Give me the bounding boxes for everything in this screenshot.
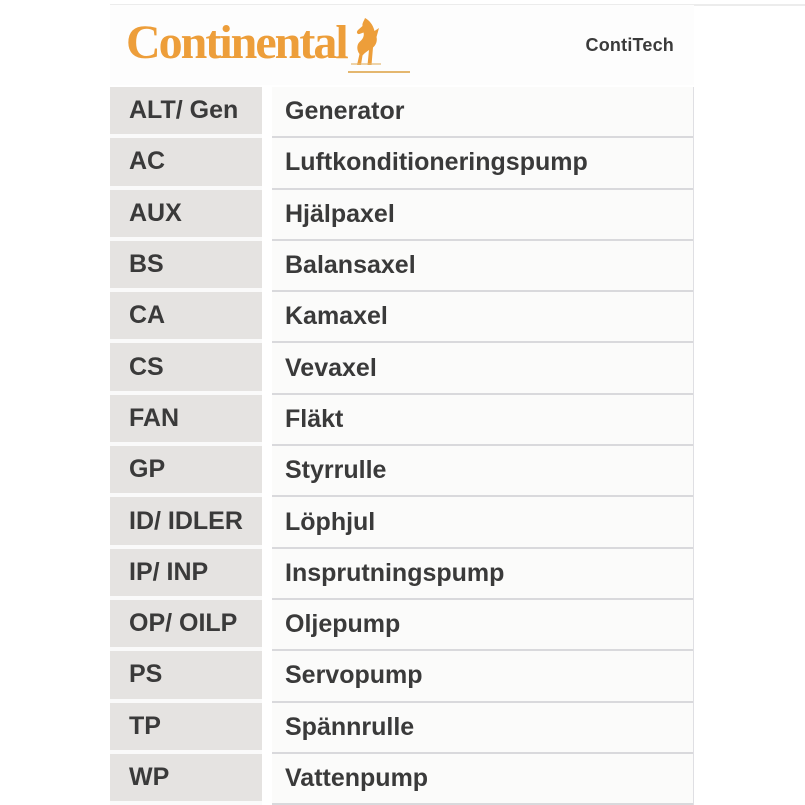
abbreviation-cell: ID/ IDLER (110, 497, 262, 548)
abbreviation-cell: BS (110, 241, 262, 292)
description-cell: Fläkt (272, 395, 693, 446)
table-row (110, 241, 693, 292)
description-cell: Styrrulle (272, 446, 693, 497)
column-gap (262, 549, 272, 600)
description-cell: Balansaxel (272, 241, 693, 292)
table-row (110, 497, 693, 548)
column-gap (262, 754, 272, 805)
abbreviation-cell: GP (110, 446, 262, 497)
column-gap (262, 343, 272, 394)
logo-underline (348, 71, 410, 73)
abbreviation-cell: CA (110, 292, 262, 343)
abbreviation-cell: TP (110, 703, 262, 754)
description-cell: Vattenpump (272, 754, 693, 805)
column-gap (262, 651, 272, 702)
column-gap (262, 292, 272, 343)
column-gap (262, 703, 272, 754)
table-row (110, 651, 693, 702)
abbreviation-cell: ALT/ Gen (110, 87, 262, 138)
abbreviation-legend-table (110, 87, 694, 805)
table-row (110, 395, 693, 446)
description-cell: Insprutningspump (272, 549, 693, 600)
description-cell: Generator (272, 87, 693, 138)
column-gap (262, 497, 272, 548)
abbreviation-cell: PS (110, 651, 262, 702)
contitech-wordmark: ContiTech (585, 34, 674, 55)
table-row (110, 446, 693, 497)
column-gap (262, 190, 272, 241)
abbreviation-cell: AC (110, 138, 262, 189)
abbreviation-cell: IP/ INP (110, 549, 262, 600)
brand-header (110, 5, 694, 85)
table-row (110, 87, 693, 138)
legend-sheet (110, 5, 694, 805)
abbreviation-cell: WP (110, 754, 262, 805)
column-gap (262, 138, 272, 189)
abbreviation-cell: OP/ OILP (110, 600, 262, 651)
column-gap (262, 395, 272, 446)
column-gap (262, 600, 272, 651)
table-row (110, 190, 693, 241)
table-row (110, 600, 693, 651)
column-gap (262, 241, 272, 292)
abbreviation-cell: CS (110, 343, 262, 394)
description-cell: Löphjul (272, 497, 693, 548)
table-row (110, 292, 693, 343)
description-cell: Kamaxel (272, 292, 693, 343)
column-gap (262, 446, 272, 497)
continental-wordmark: Continental (126, 15, 347, 69)
description-cell: Hjälpaxel (272, 190, 693, 241)
abbreviation-cell: FAN (110, 395, 262, 446)
table-row (110, 343, 693, 394)
description-cell: Luftkonditioneringspump (272, 138, 693, 189)
description-cell: Servopump (272, 651, 693, 702)
description-cell: Spännrulle (272, 703, 693, 754)
abbreviation-cell: AUX (110, 190, 262, 241)
description-cell: Vevaxel (272, 343, 693, 394)
description-cell: Oljepump (272, 600, 693, 651)
rearing-horse-icon (349, 17, 383, 72)
table-row (110, 754, 693, 805)
table-row (110, 138, 693, 189)
continental-logo (110, 15, 383, 72)
table-row (110, 549, 693, 600)
column-gap (262, 87, 272, 138)
table-row (110, 703, 693, 754)
